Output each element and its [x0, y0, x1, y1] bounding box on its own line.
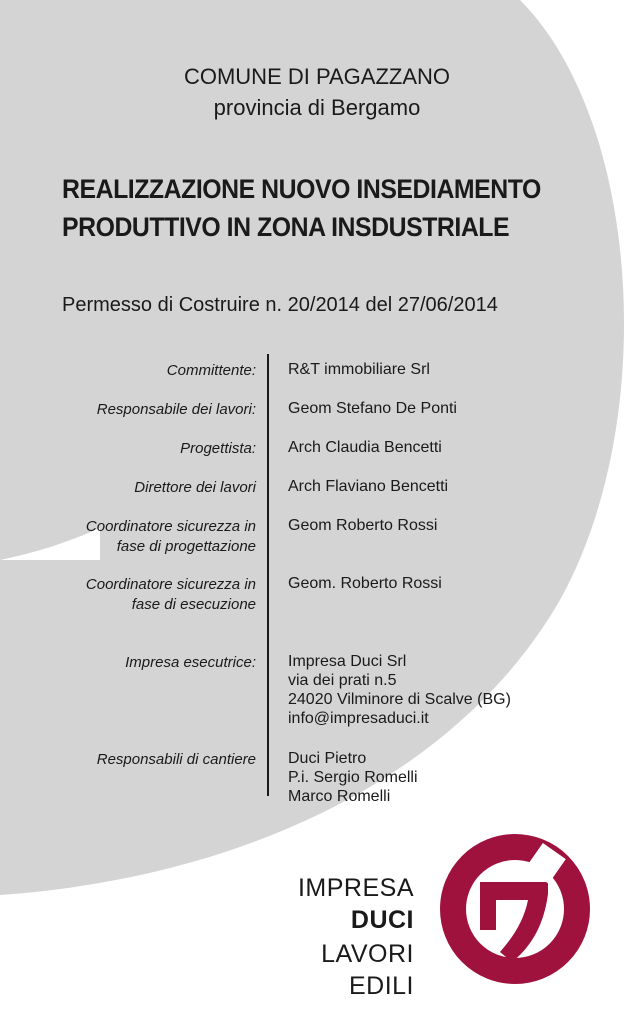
coordinatore-progettazione-value: Geom Roberto Rossi: [288, 517, 438, 534]
committente-label: Committente:: [166, 362, 256, 379]
cantiere-label: Responsabili di cantiere: [96, 751, 256, 768]
cantiere-line-2: P.i. Sergio Romelli: [288, 769, 418, 786]
permit-number: Permesso di Costruire n. 20/2014 del 27/06/2014: [62, 294, 498, 316]
direttore-value: Arch Flaviano Bencetti: [288, 478, 449, 495]
duci-logo-icon: [440, 834, 590, 984]
coordinatore-esecuzione-label-2: fase di esecuzione: [131, 596, 256, 613]
project-title-line1: REALIZZAZIONE NUOVO INSEDIAMENTO: [62, 174, 541, 204]
coordinatore-progettazione-label-2: fase di progettazione: [116, 538, 256, 555]
direttore-label: Direttore dei lavori: [134, 479, 256, 496]
divider-line: [267, 354, 269, 796]
progettista-value: Arch Claudia Bencetti: [288, 439, 442, 456]
impresa-line-2: via dei prati n.5: [288, 672, 397, 689]
coordinatore-esecuzione-label-1: Coordinatore sicurezza in: [85, 576, 256, 593]
coordinatore-progettazione-label-1: Coordinatore sicurezza in: [85, 518, 256, 535]
responsabile-value: Geom Stefano De Ponti: [288, 400, 457, 417]
cantiere-line-1: Duci Pietro: [288, 750, 367, 767]
coordinatore-esecuzione-value: Geom. Roberto Rossi: [288, 575, 442, 592]
impresa-line-3: 24020 Vilminore di Scalve (BG): [288, 691, 511, 708]
cantiere-line-3: Marco Romelli: [288, 788, 391, 805]
committente-value: R&T immobiliare Srl: [288, 361, 430, 378]
responsabile-label: Responsabile dei lavori:: [96, 401, 256, 418]
progettista-label: Progettista:: [180, 440, 256, 457]
logo-text-duci: DUCI: [350, 906, 414, 934]
impresa-line-4: info@impresaduci.it: [288, 710, 429, 727]
impresa-label: Impresa esecutrice:: [125, 654, 256, 671]
project-title-line2: PRODUTTIVO IN ZONA INSDUSTRIALE: [62, 212, 510, 242]
municipality-name: COMUNE DI PAGAZZANO: [183, 64, 451, 89]
logo-text-impresa: IMPRESA: [297, 874, 414, 902]
logo-d-stem: [480, 882, 548, 962]
province-name: provincia di Bergamo: [213, 95, 421, 120]
logo-text-lavori-edili: LAVORI EDILI: [321, 940, 414, 1000]
impresa-line-1: Impresa Duci Srl: [288, 653, 407, 670]
